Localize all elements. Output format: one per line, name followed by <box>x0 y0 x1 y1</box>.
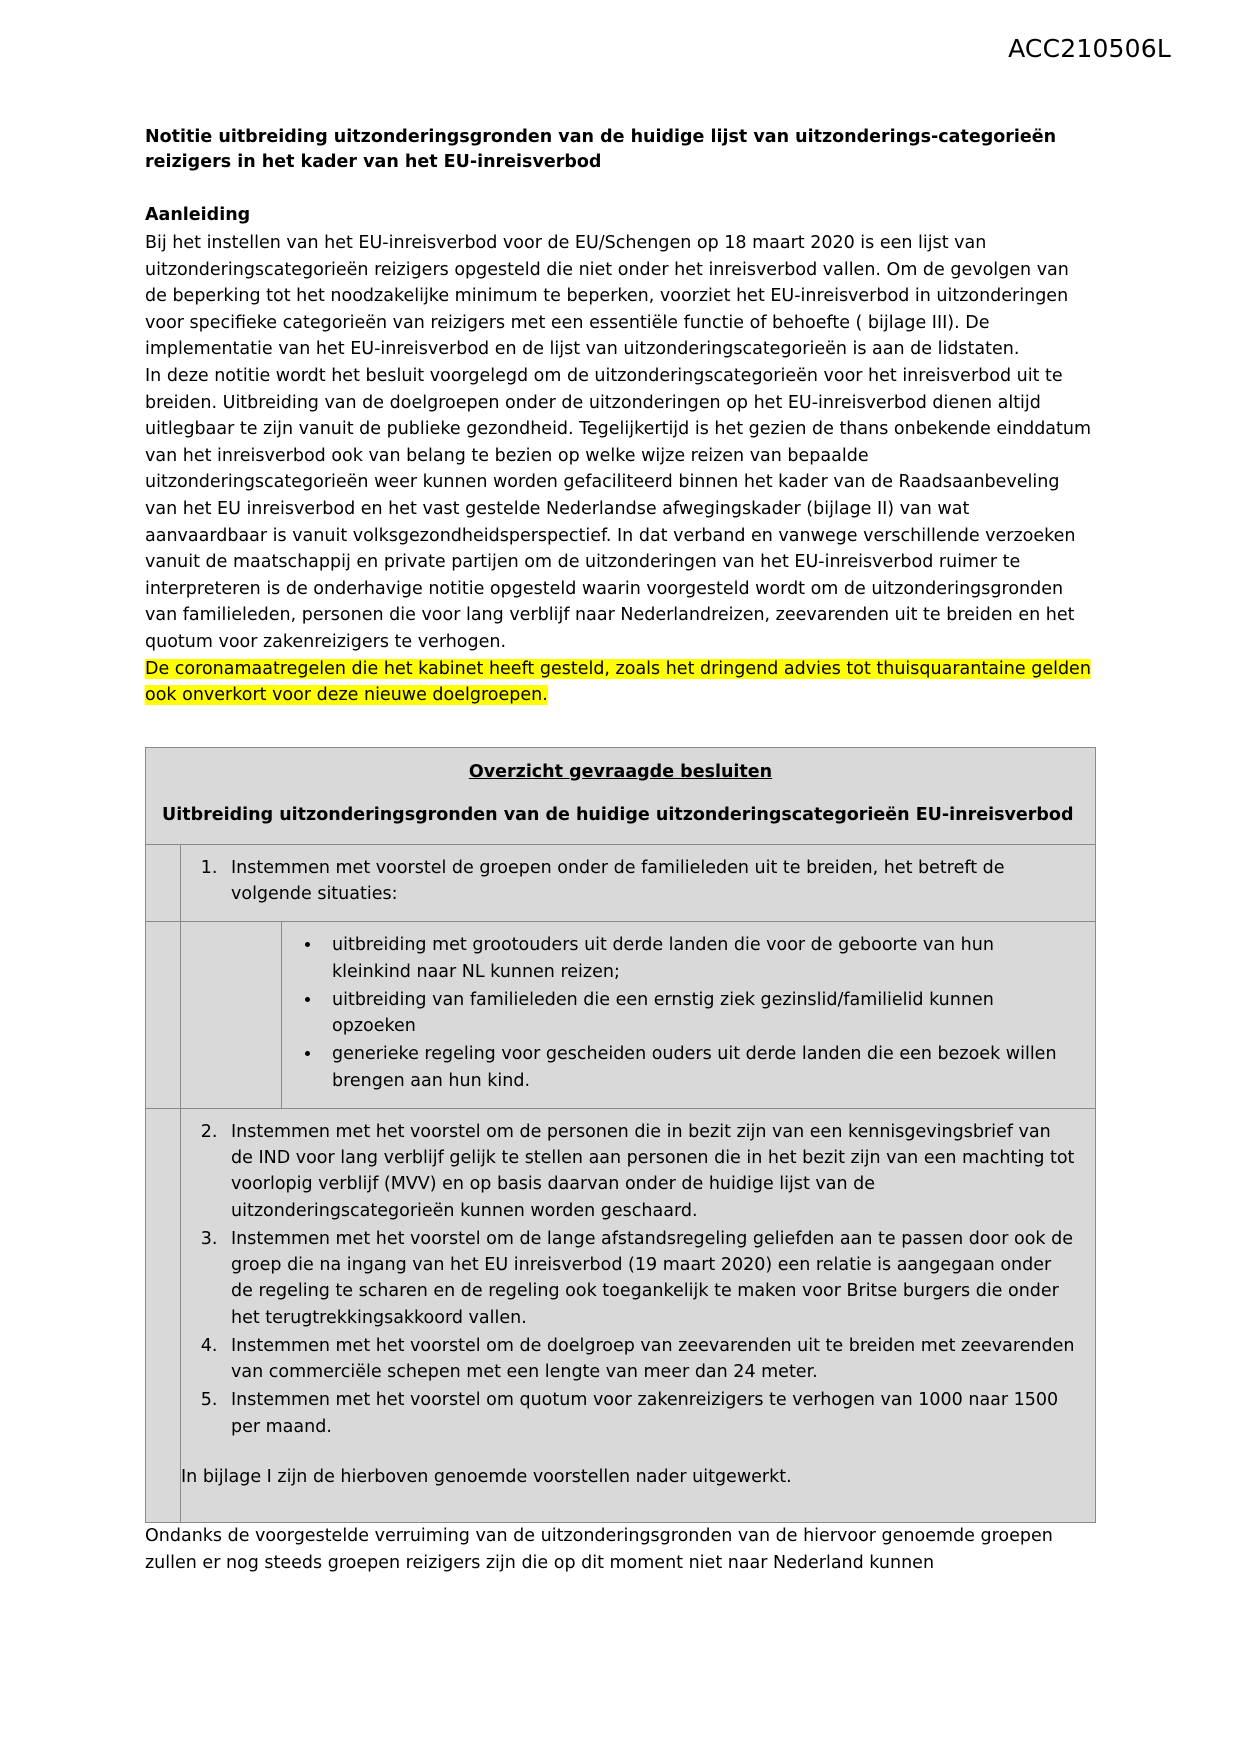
list-item: 4. Instemmen met het voorstel om de doelgroep van zeevarenden uit te breiden met zeevarenden van commerciële schepen met een lengte van meer dan 24 meter. <box>223 1333 1077 1386</box>
highlighted-text: De coronamaatregelen die het kabinet heeft gesteld, zoals het dringend advies tot thuisquarantaine gelden ook onverkort voor deze nieuwe doelgroepen. <box>145 658 1091 706</box>
paragraph-3: Ondanks de voorgestelde verruiming van de uitzonderingsgronden van de hiervoor genoemde groepen zullen er nog steeds groepen reizigers zijn die op dit moment niet naar Nederland kunnen <box>145 1526 1053 1573</box>
besluiten-closing-text: In bijlage I zijn de hierboven genoemde voorstellen nader uitgewerkt. <box>181 1442 1077 1510</box>
besluiten-bullets-cell <box>282 922 1095 1108</box>
row-gutter <box>146 1109 181 1522</box>
besluiten-items-rest-cell <box>181 1109 1095 1522</box>
paragraph-2: In deze notitie wordt het besluit voorgelegd om de uitzonderingscategorieën voor het inreisverbod uit te breiden. Uitbreiding van de doelgroepen onder de uitzonderingen op het EU-inreisverbod dienen altijd uitlegbaar te zijn vanuit de publieke gezondheid. Tegelijkertijd is het gezien de thans onbekende einddatum van het inreisverbod ook van belang te bezien op welke wijze reizen van bepaalde uitzonderingscategorieën weer kunnen worden gefaciliteerd binnen het kader van de Raadsaanbeveling van het EU inreisverbod en het vast gestelde Nederlandse afwegingskader (bijlage II) van wat aanvaardbaar is vanuit volksgezondheidsperspectief. In dat verband en vanwege verschillende verzoeken vanuit de maatschappij en private partijen om de uitzonderingen van het EU-inreisverbod ruimer te interpreteren is de onderhavige notitie opgesteld waarin voorgesteld wordt om de uitzonderingsgronden van familieleden, personen die voor lang verblijf naar Nederlandreizen, zeevarenden uit te breiden en het quotum voor zakenreizigers te verhogen. <box>145 365 1092 652</box>
row-gutter <box>146 922 181 1108</box>
besluiten-list-rest <box>181 1119 1077 1440</box>
list-item: 3. Instemmen met het voorstel om de lange afstandsregeling geliefden aan te passen door ook de groep die na ingang van het EU inreisverbod (19 maart 2020) een relatie is aangegaan onder de regeling te scharen en de regeling ook toegankelijk te maken voor Britse burgers die onder het terugtrekkingsakkoord vallen. <box>223 1226 1077 1331</box>
besluiten-items-rest-row <box>146 1108 1095 1522</box>
document-code: ACC210506L <box>1008 34 1171 63</box>
row-gutter <box>146 845 181 922</box>
besluiten-bullet-list <box>282 932 1077 1094</box>
besluiten-box-title: Overzicht gevraagde besluiten <box>468 761 773 782</box>
list-item: 2. Instemmen met het voorstel om de personen die in bezit zijn van een kennisgevingsbrief van de IND voor lang verblijf gelijk te stellen aan personen die in het bezit zijn van een machting tot voorlopig verblijf (MVV) en op basis daarvan onder de huidige lijst van de uitzonderingscategorieën kunnen worden geschaard. <box>223 1119 1077 1224</box>
list-item: • uitbreiding van familieleden die een ernstig ziek gezinslid/familielid kunnen opzoeken <box>322 987 1077 1040</box>
row-gutter-inner <box>181 922 282 1108</box>
section-heading-aanleiding: Aanleiding <box>145 204 251 225</box>
list-item: 1. Instemmen met voorstel de groepen onder de familieleden uit te breiden, het betreft de volgende situaties: <box>223 855 1077 908</box>
document-body <box>145 125 1096 1576</box>
list-item: • uitbreiding met grootouders uit derde landen die voor de geboorte van hun kleinkind naar NL kunnen reizen; <box>322 932 1077 985</box>
besluiten-box-subtitle: Uitbreiding uitzonderingsgronden van de huidige uitzonderingscategorieën EU-inreisverbod <box>162 804 1074 825</box>
besluiten-bullets-row <box>146 921 1095 1108</box>
page-title: Notitie uitbreiding uitzonderingsgronden van de huidige lijst van uitzonderings-categorieën reizigers in het kader van het EU-inreisverbod <box>145 127 1057 173</box>
list-item: 5. Instemmen met het voorstel om quotum voor zakenreizigers te verhogen van 1000 naar 1500 per maand. <box>223 1387 1077 1440</box>
besluiten-box-header <box>146 748 1095 844</box>
besluiten-item-1-cell <box>181 845 1095 922</box>
besluiten-list-first <box>181 855 1077 908</box>
besluiten-item-1-row <box>146 844 1095 922</box>
besluiten-box <box>145 747 1096 1524</box>
paragraph-2-highlighted <box>145 656 1096 709</box>
list-item: • generieke regeling voor gescheiden ouders uit derde landen die een bezoek willen brengen aan hun kind. <box>322 1041 1077 1094</box>
paragraph-1: Bij het instellen van het EU-inreisverbod voor de EU/Schengen op 18 maart 2020 is een lijst van uitzonderingscategorieën reizigers opgesteld die niet onder het inreisverbod vallen. Om de gevolgen van de beperking tot het noodzakelijke minimum te beperken, voorziet het EU-inreisverbod in uitzonderingen voor specifieke categorieën van reizigers met een essentiële functie of behoefte ( bijlage III). De implementatie van het EU-inreisverbod en de lijst van uitzonderingscategorieën is aan de lidstaten. <box>145 233 1069 360</box>
